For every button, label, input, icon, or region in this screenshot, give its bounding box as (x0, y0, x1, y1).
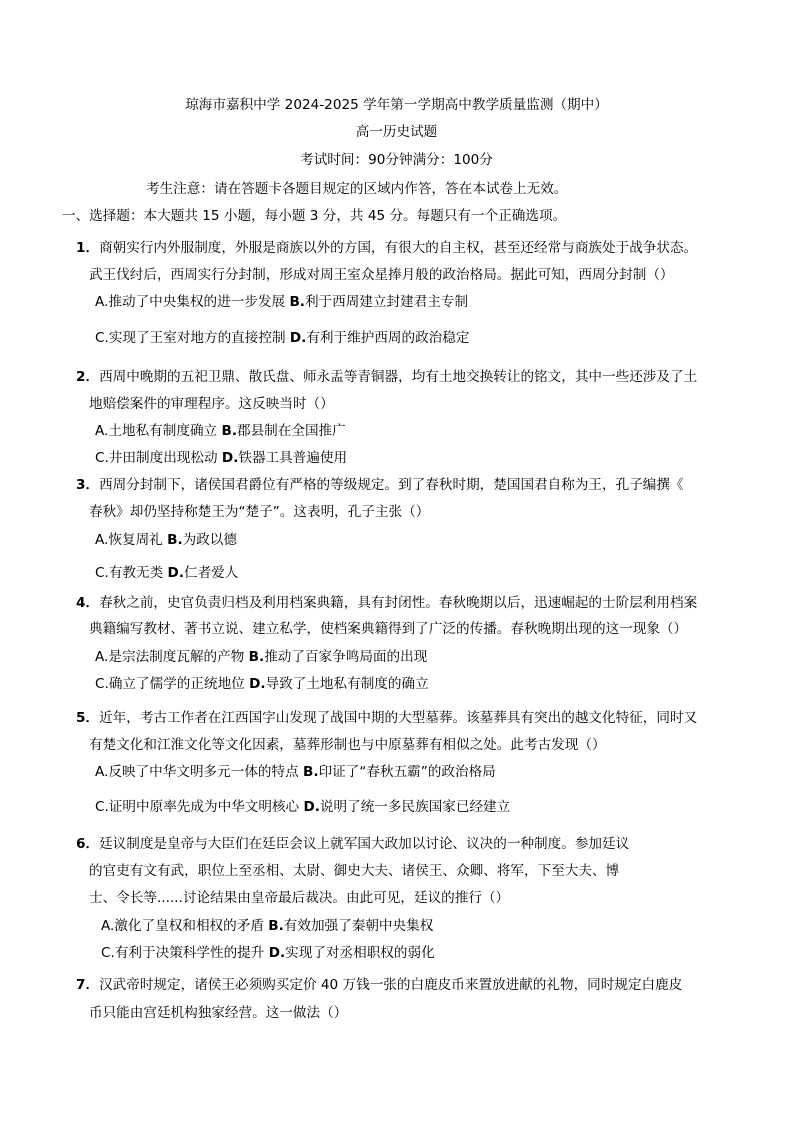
option-line: A.是宗法制度瓦解的产物 B.推动了百家争鸣局面的出现 (95, 649, 428, 665)
option-line: C.实现了王室对地方的直接控制 D.有利于维护西周的政治稳定 (95, 330, 470, 346)
option-line: C.有利于决策科学性的提升 D.实现了对丞相职权的弱化 (101, 945, 435, 961)
question-number: 6．廷议制度是皇帝与大臣们在廷臣会议上就军国大政加以讨论、议决的一种制度。参加廷议 (76, 836, 630, 852)
question-number: 5．近年，考古工作者在江西国字山发现了战国中期的大型墓葬。该墓葬具有突出的越文化特征，同时又 (76, 710, 698, 726)
option-line: C.证明中原率先成为中华文明核心 D.说明了统一多民族国家已经建立 (95, 799, 511, 815)
option-line: C.有教无类 D.仁者爱人 (95, 565, 239, 581)
question-stem-line: 币只能由宫廷机构独家经营。这一做法（） (89, 1005, 348, 1021)
question-number: 1．商朝实行内外服制度，外服是商族以外的方国，有很大的自主权，甚至还经常与商族处于战争状态。 (76, 240, 698, 256)
option-line: C.井田制度出现松动 D.铁器工具普遍使用 (95, 450, 348, 466)
option-line: A.土地私有制度确立 B.郡县制在全国推广 (95, 423, 346, 439)
question-number: 4．春秋之前，史官负责归档及利用档案典籍，具有封闭性。春秋晚期以后，迅速崛起的士阶层利用档案 (76, 595, 698, 611)
option-line: A.激化了皇权和相权的矛盾 B.有效加强了秦朝中央集权 (101, 918, 434, 934)
exam-subject-title: 高一历史试题 (355, 124, 438, 140)
exam-notice: 考生注意：请在答题卡各题目规定的区域内作答，答在本试卷上无效。 (146, 181, 568, 197)
question-stem-line: 武王伐纣后，西周实行分封制，形成对周王室众星捧月般的政治格局。据此可知，西周分封制（） (89, 267, 674, 283)
question-number: 7．汉武帝时规定，诸侯王必须购买定价 40 万钱一张的白鹿皮币来置放进献的礼物，同时规定白鹿皮 (76, 977, 683, 993)
question-number: 2．西周中晚期的五祀卫鼎、散氏盘、师永盂等青铜器，均有土地交换转让的铭文，其中一些还涉及了土 (76, 369, 698, 385)
question-stem-line: 春秋》却仍坚持称楚王为“楚子”。这表明，孔子主张（） (89, 504, 430, 520)
section-heading: 一、选择题：本大题共 15 小题，每小题 3 分，共 45 分。每题只有一个正确选项。 (62, 208, 567, 224)
question-stem-line: 有楚文化和江淮文化等文化因素，墓葬形制也与中原墓葬有相似之处。此考古发现（） (89, 737, 606, 753)
option-line: C.确立了儒学的正统地位 D.导致了土地私有制度的确立 (95, 676, 429, 692)
question-stem-line: 士、令长等......讨论结果由皇帝最后裁决。由此可见，廷议的推行（） (89, 890, 510, 906)
option-line: A.推动了中央集权的进一步发展 B.利于西周建立封建君主专制 (95, 294, 469, 310)
question-stem-line: 典籍编写教材、著书立说、建立私学，使档案典籍得到了广泛的传播。春秋晚期出现的这一现象（） (89, 621, 688, 637)
exam-time-score: 考试时间：90分钟满分：100分 (300, 152, 493, 168)
option-line: A.反映了中华文明多元一体的特点 B.印证了“春秋五霸”的政治格局 (95, 764, 496, 780)
question-stem-line: 地赔偿案件的审理程序。这反映当时（） (89, 396, 334, 412)
question-stem-line: 的官吏有文有武，职位上至丞相、太尉、御史大夫、诸侯王、众卿、将军，下至大夫、博 (89, 863, 620, 879)
question-number: 3．西周分封制下，诸侯国君爵位有严格的等级规定。到了春秋时期，楚国国君自称为王，孔子编撰《 (76, 477, 684, 493)
option-line: A.恢复周礼 B.为政以德 (95, 532, 237, 548)
exam-school-title: 琼海市嘉积中学 2024-2025 学年第一学期高中教学质量监测（期中） (185, 97, 608, 113)
